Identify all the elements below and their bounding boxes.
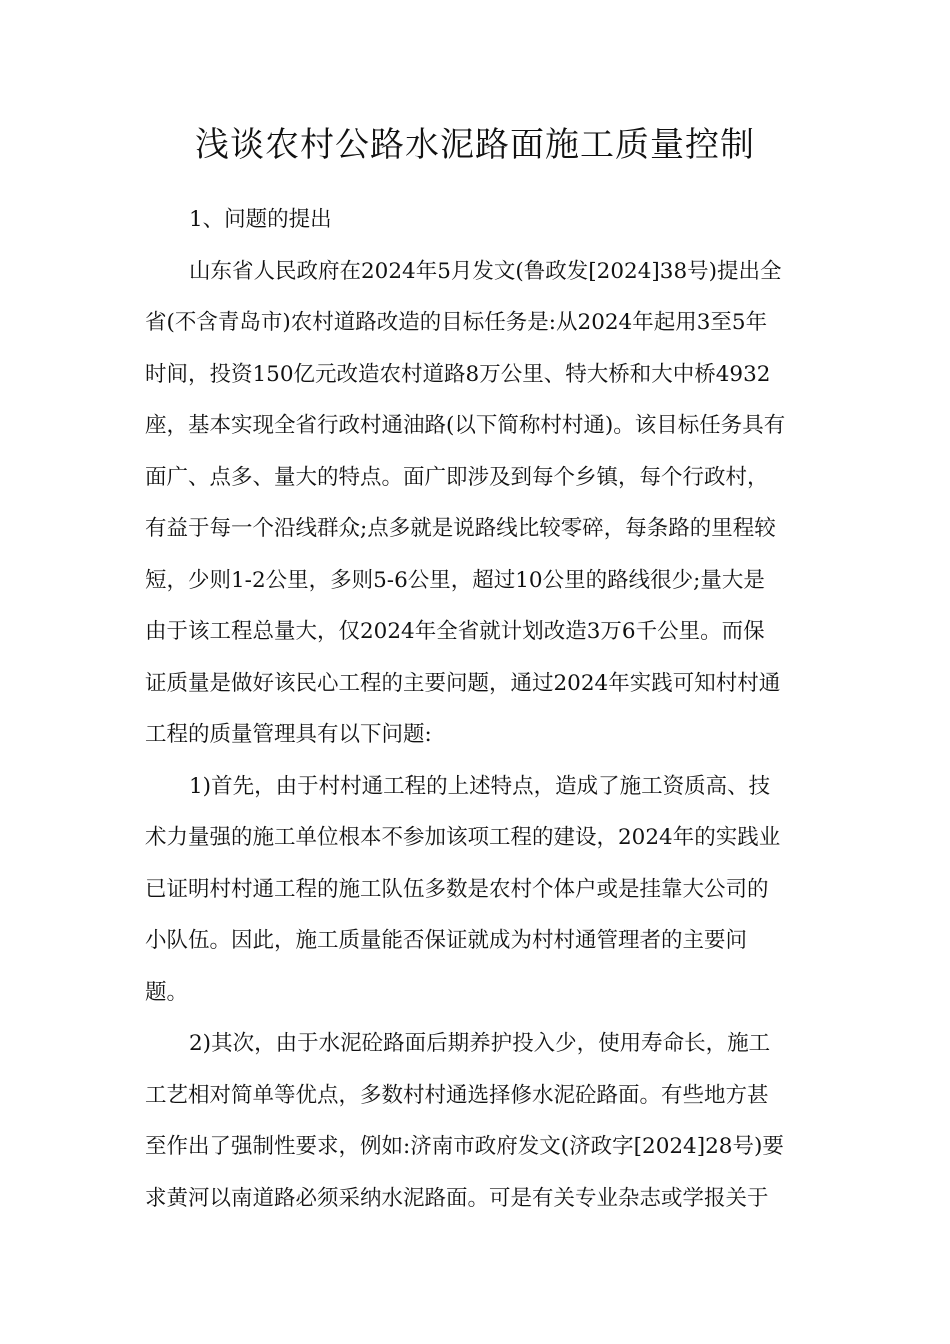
- paragraph-1-line: 省(不含青岛市)农村道路改造的目标任务是:从2024年起用3至5年: [145, 310, 768, 335]
- paragraph-1-line: 由于该工程总量大，仅2024年全省就计划改造3万6千公里。而保: [145, 619, 765, 644]
- paragraph-1-line: 工程的质量管理具有以下问题:: [145, 722, 432, 747]
- section-heading: 1、问题的提出: [189, 207, 332, 232]
- paragraph-1-line: 座，基本实现全省行政村通油路(以下简称村村通)。该目标任务具有: [145, 413, 786, 438]
- paragraph-1-line: 短，少则1-2公里，多则5-6公里，超过10公里的路线很少;量大是: [145, 567, 765, 593]
- paragraph-1-line: 山东省人民政府在2024年5月发文(鲁政发[2024]38号)提出全: [189, 258, 782, 284]
- paragraph-2-line: 术力量强的施工单位根本不参加该项工程的建设，2024年的实践业: [145, 825, 781, 850]
- paragraph-3-line: 工艺相对简单等优点，多数村村通选择修水泥砼路面。有些地方甚: [145, 1082, 769, 1108]
- paragraph-2-line: 已证明村村通工程的施工队伍多数是农村个体户或是挂靠大公司的: [145, 876, 769, 902]
- paragraph-2-line: 1)首先，由于村村通工程的上述特点，造成了施工资质高、技: [189, 773, 771, 799]
- paragraph-2-line: 题。: [145, 979, 189, 1005]
- document-title: 浅谈农村公路水泥路面施工质量控制: [195, 125, 755, 165]
- paragraph-3: [145, 1018, 810, 1224]
- paragraph-3-line: 至作出了强制性要求，例如:济南市政府发文(济政字[2024]28号)要: [145, 1134, 784, 1159]
- document-body: [145, 194, 810, 1224]
- paragraph-3-line: 求黄河以南道路必须采纳水泥路面。可是有关专业杂志或学报关于: [145, 1185, 769, 1211]
- paragraph-1-line: 时间，投资150亿元改造农村道路8万公里、特大桥和大中桥4932: [145, 361, 771, 387]
- paragraph-2-line: 小队伍。因此，施工质量能否保证就成为村村通管理者的主要问: [145, 928, 748, 953]
- paragraph-2: [145, 761, 810, 1019]
- paragraph-1-line: 有益于每一个沿线群众;点多就是说路线比较零碎，每条路的里程较: [145, 516, 776, 541]
- paragraph-3-line: 2)其次，由于水泥砼路面后期养护投入少，使用寿命长，施工: [189, 1031, 771, 1056]
- paragraph-1-line: 证质量是做好该民心工程的主要问题，通过2024年实践可知村村通: [145, 670, 781, 696]
- paragraph-1: [145, 246, 810, 761]
- paragraph-1-line: 面广、点多、量大的特点。面广即涉及到每个乡镇，每个行政村，: [145, 464, 769, 490]
